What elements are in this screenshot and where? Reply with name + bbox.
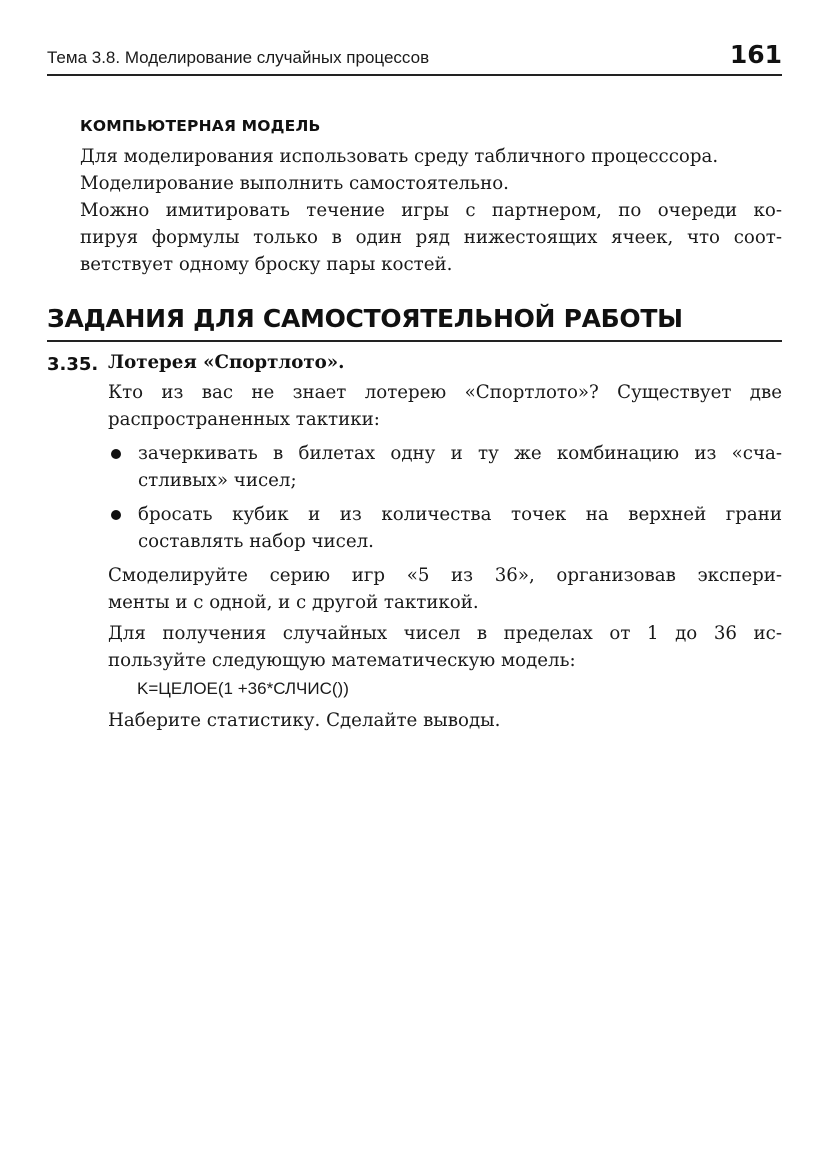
- text-line: пируя формулы только в один ряд нижестоящих ячеек, что соот-: [80, 227, 782, 248]
- exercise-simulate-paragraph: [108, 562, 782, 616]
- text-line: стливых» чисел;: [138, 470, 297, 491]
- bullet-text: [138, 440, 782, 494]
- exercise-number: 3.35.: [47, 354, 99, 375]
- computer-model-paragraph-1: [80, 143, 782, 197]
- text-line: Моделирование выполнить самостоятельно.: [80, 173, 509, 194]
- text-line: Для моделирования использовать среду табличного процесссора.: [80, 146, 719, 167]
- computer-model-paragraph-2: [80, 197, 782, 278]
- text-line: Можно имитировать течение игры с партнером, по очереди ко-: [80, 200, 782, 221]
- exercise-title: Лотерея «Спортлото».: [108, 352, 345, 373]
- text-line: Для получения случайных чисел в пределах от 1 до 36 ис-: [108, 623, 782, 644]
- running-title: Тема 3.8. Моделирование случайных процессов: [47, 48, 430, 67]
- text-line: бросать кубик и из количества точек на верхней грани: [138, 504, 782, 525]
- bullet-text: [138, 501, 782, 555]
- computer-model-label: КОМПЬЮТЕРНАЯ МОДЕЛЬ: [80, 117, 321, 135]
- page-number: 161: [729, 40, 782, 69]
- text-line: пользуйте следующую математическую модель:: [108, 650, 576, 671]
- text-line: ветствует одному броску пары костей.: [80, 254, 453, 275]
- bullet-dot-icon: [111, 510, 121, 520]
- exercise-intro: [108, 379, 782, 433]
- section-heading: [47, 304, 782, 342]
- exercise-random-paragraph: [108, 620, 782, 674]
- exercise-conclusion: [108, 707, 782, 734]
- text-line: Кто из вас не знает лотерею «Спортлото»? Существует две: [108, 382, 782, 403]
- text-line: распространенных тактики:: [108, 409, 380, 430]
- running-header: [47, 40, 782, 76]
- text-line: Наберите статистику. Сделайте выводы.: [108, 710, 501, 731]
- formula: K=ЦЕЛОЕ(1 +36*СЛЧИС()): [137, 679, 349, 698]
- text-line: менты и с одной, и с другой тактикой.: [108, 592, 479, 613]
- bullet-dot-icon: [111, 449, 121, 459]
- text-line: Смоделируйте серию игр «5 из 36», организовав экспери-: [108, 565, 782, 586]
- text-line: зачеркивать в билетах одну и ту же комбинацию из «сча-: [138, 443, 782, 464]
- text-line: составлять набор чисел.: [138, 531, 374, 552]
- section-heading-text: ЗАДАНИЯ ДЛЯ САМОСТОЯТЕЛЬНОЙ РАБОТЫ: [47, 304, 683, 333]
